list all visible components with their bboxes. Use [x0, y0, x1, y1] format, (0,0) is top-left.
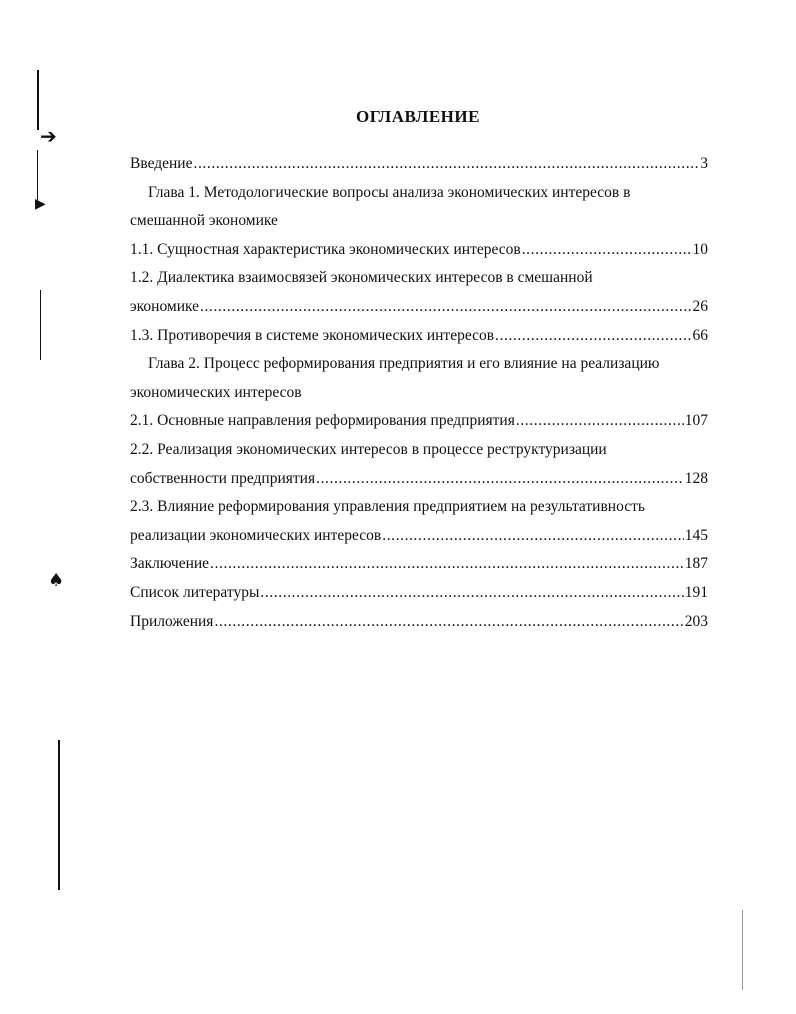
toc-entry-text: реализации экономических интересов [130, 526, 382, 544]
toc-leader-dots [516, 407, 684, 436]
toc-page-number: 145 [684, 526, 708, 544]
toc-chapter-2-heading-cont: экономических интересов [130, 383, 302, 401]
toc-entry-1-2-line1: 1.2. Диалектика взаимосвязей экономических интересов в смешанной [130, 269, 593, 287]
scan-margin-line [58, 740, 60, 890]
scan-artifact-mark: ➔ [40, 124, 57, 148]
toc-entry-text: 1.3. Противоречия в системе экономических интересов [130, 326, 495, 344]
toc-leader-dots [193, 150, 699, 179]
scan-margin-line [742, 910, 743, 990]
toc-entry-text: собственности предприятия [130, 469, 316, 487]
toc-entry-2-3-line1: 2.3. Влияние реформирования управления предприятием на результативность [130, 498, 645, 516]
toc-entry-text: экономике [130, 297, 200, 315]
toc-page-number: 26 [692, 297, 708, 315]
toc-entry-text: Заключение [130, 555, 210, 573]
toc-entry-2-3 [130, 522, 708, 551]
toc-page-number: 107 [684, 412, 708, 430]
toc-entry-text: 2.1. Основные направления реформирования предприятия [130, 412, 515, 430]
toc-leader-dots [495, 322, 691, 351]
toc-page-number: 66 [692, 326, 708, 344]
toc-leader-dots [382, 522, 684, 551]
toc-entry-conclusion [130, 550, 708, 579]
table-of-contents [130, 150, 708, 636]
toc-entry-text: 1.1. Сущностная характеристика экономических интересов [130, 240, 521, 258]
toc-leader-dots [522, 236, 692, 265]
toc-page-number: 10 [692, 240, 708, 258]
toc-page-number: 3 [700, 155, 708, 172]
toc-entry-1-1 [130, 236, 708, 265]
toc-entry-appendices [130, 608, 708, 637]
scan-margin-line [37, 150, 38, 200]
toc-entry-text: Приложения [130, 612, 214, 630]
toc-leader-dots [316, 465, 684, 494]
scan-artifact-mark: ♠ [48, 570, 65, 591]
toc-leader-dots [200, 293, 691, 322]
toc-entry-2-1 [130, 407, 708, 436]
toc-entry-text: Список литературы [130, 583, 260, 601]
toc-page-number: 203 [684, 612, 708, 630]
toc-leader-dots [210, 550, 684, 579]
toc-entry-1-3 [130, 322, 708, 351]
toc-entry-intro [130, 150, 708, 179]
toc-page-number: 191 [684, 583, 708, 601]
toc-chapter-1-heading-cont: смешанной экономике [130, 212, 278, 230]
toc-entry-1-2 [130, 293, 708, 322]
toc-leader-dots [214, 608, 683, 637]
page-title: ОГЛАВЛЕНИЕ [356, 107, 480, 127]
toc-entry-2-2 [130, 465, 708, 494]
toc-entry-bibliography [130, 579, 708, 608]
toc-page-number: 128 [684, 469, 708, 487]
toc-page-number: 187 [684, 555, 708, 573]
toc-leader-dots [260, 579, 683, 608]
scan-margin-line [40, 290, 41, 360]
toc-chapter-2-heading: Глава 2. Процесс реформирования предприятия и его влияние на реализацию [148, 355, 660, 373]
toc-entry-2-2-line1: 2.2. Реализация экономических интересов в процессе реструктуризации [130, 440, 607, 458]
toc-chapter-1-heading: Глава 1. Методологические вопросы анализа экономических интересов в [148, 183, 631, 201]
toc-entry-text: Введение [130, 155, 193, 172]
scan-artifact-mark: ▶ [35, 196, 46, 212]
